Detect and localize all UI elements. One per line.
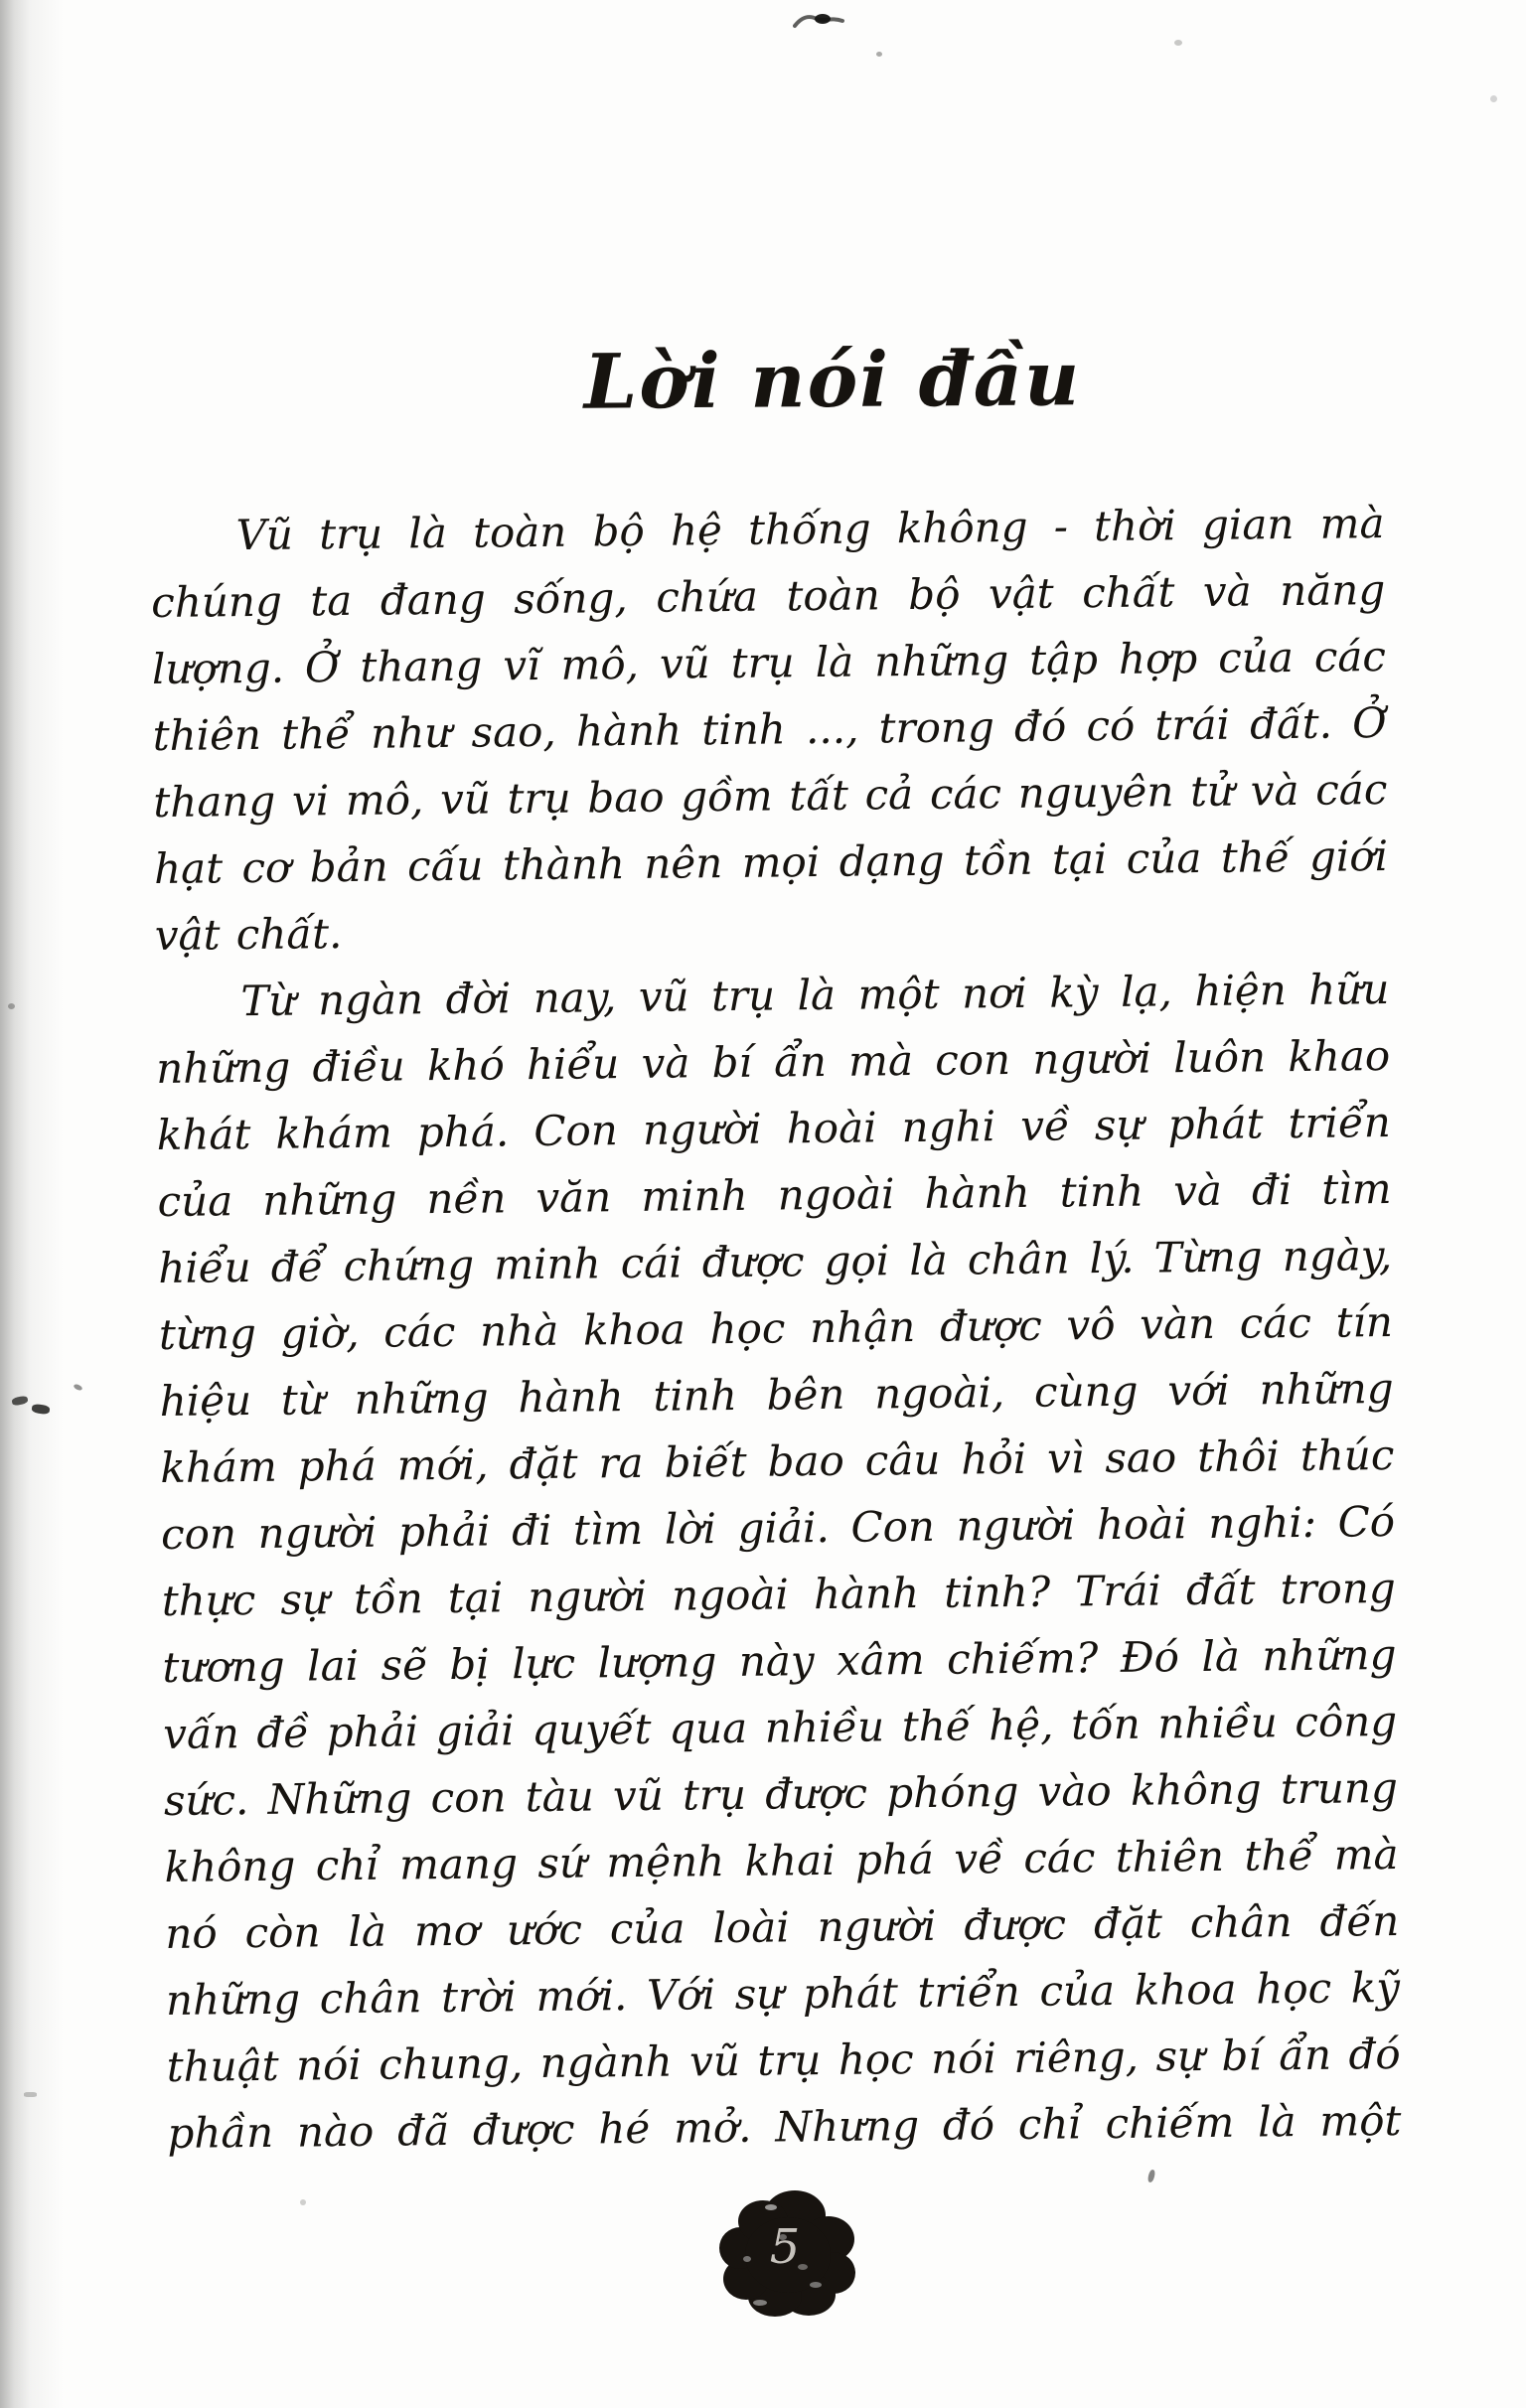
text-line: lượng. Ở thang vĩ mô, vũ trụ là những tập hợp của các [151, 632, 1387, 694]
text-line: Từ ngàn đời nay, vũ trụ là một nơi kỳ lạ, hiện hữu [240, 965, 1390, 1026]
page-number: 5 [769, 2219, 801, 2275]
text-line: không chỉ mang sứ mệnh khai phá về các thiên thể mà [164, 1829, 1399, 1891]
text-line: thực sự tồn tại người ngoài hành tinh? Trái đất trong [161, 1563, 1396, 1625]
scan-speck [300, 2199, 306, 2205]
smudge-mark-icon [793, 8, 848, 36]
text-line: hạt cơ bản cấu thành nên mọi dạng tồn tại của thế giới [153, 831, 1389, 894]
scan-speck [8, 1003, 15, 1009]
text-line: khám phá mới, đặt ra biết bao câu hỏi vì sao thôi thúc [160, 1430, 1395, 1492]
page-text [150, 490, 1401, 2167]
text-line: vấn đề phải giải quyết qua nhiều thế hệ, tốn nhiều công [162, 1696, 1398, 1758]
text-line: thuật nói chung, ngành vũ trụ học nói riêng, sự bí ẩn đó [166, 2029, 1401, 2091]
text-line: những điều khó hiểu và bí ẩn mà con người luôn khao [155, 1031, 1391, 1094]
paragraph [155, 956, 1402, 2167]
text-line: thiên thể như sao, hành tinh ..., trong đó có trái đất. Ở [152, 698, 1387, 761]
scan-speck [73, 1383, 82, 1391]
text-line: Vũ trụ là toàn bộ hệ thống không - thời gian mà [235, 499, 1385, 560]
text-line: từng giờ, các nhà khoa học nhận được vô vàn các tín [158, 1296, 1394, 1359]
text-line: nó còn là mơ ước của loài người được đặt chân đến [165, 1895, 1400, 1958]
scan-speck [1147, 2169, 1156, 2182]
page-title: Lời nói đầu [583, 334, 1082, 426]
text-line: hiểu để chứng minh cái được gọi là chân lý. Từng ngày, [158, 1230, 1393, 1293]
scan-smudge [793, 8, 848, 40]
text-line: hiệu từ những hành tinh bên ngoài, cùng với những [159, 1363, 1394, 1426]
scan-speck [1174, 40, 1182, 46]
scan-speck [1490, 95, 1497, 102]
text-line: con người phải đi tìm lời giải. Con người hoài nghi: Có [160, 1496, 1396, 1559]
scan-speck [876, 52, 882, 57]
text-line: thang vi mô, vũ trụ bao gồm tất cả các nguyên tử và các [153, 765, 1388, 828]
text-line: những chân trời mới. Với sự phát triển của khoa học kỹ [165, 1962, 1401, 2025]
text-line: sức. Những con tàu vũ trụ được phóng vào không trung [163, 1762, 1399, 1825]
page-gutter-shadow [0, 0, 64, 2408]
text-line: khát khám phá. Con người hoài nghi về sự phát triển [156, 1098, 1392, 1160]
scan-speck [24, 2092, 37, 2097]
text-line: chúng ta đang sống, chứa toàn bộ vật chất và năng [151, 565, 1386, 628]
paragraph [150, 490, 1389, 969]
text-line: tương lai sẽ bị lực lượng này xâm chiếm? Đó là những [162, 1629, 1397, 1692]
page-number-ornament [717, 2185, 858, 2321]
text-line: phần nào đã được hé mở. Nhưng đó chỉ chiếm là một [167, 2095, 1402, 2158]
text-line: của những nền văn minh ngoài hành tinh và đi tìm [157, 1164, 1392, 1227]
text-line: vật chất. [154, 909, 343, 961]
